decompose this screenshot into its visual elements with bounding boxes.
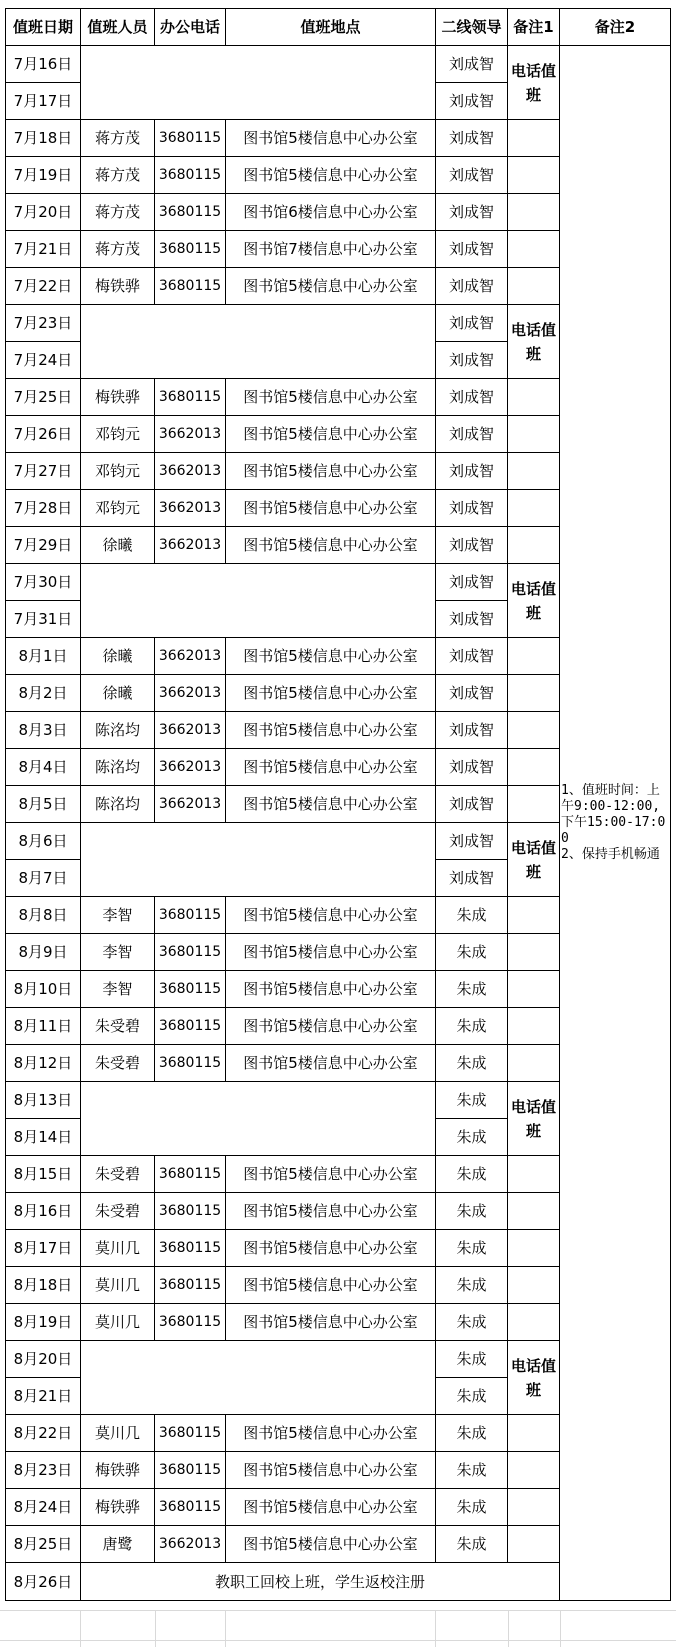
cell-phone[interactable]: 3680115 [155, 194, 226, 231]
cell-date[interactable]: 7月30日 [6, 564, 81, 601]
cell-note1[interactable] [508, 934, 560, 971]
cell-phone[interactable]: 3680115 [155, 1452, 226, 1489]
cell-location[interactable]: 图书馆5楼信息中心办公室 [226, 1415, 436, 1452]
cell-blank-merged[interactable] [81, 564, 436, 638]
cell-date[interactable]: 8月9日 [6, 934, 81, 971]
cell-location[interactable]: 图书馆5楼信息中心办公室 [226, 971, 436, 1008]
cell-date[interactable]: 8月18日 [6, 1267, 81, 1304]
cell-leader[interactable]: 朱成 [436, 897, 508, 934]
cell-location[interactable]: 图书馆5楼信息中心办公室 [226, 1452, 436, 1489]
cell-person[interactable]: 朱受碧 [81, 1045, 155, 1082]
cell-location[interactable]: 图书馆5楼信息中心办公室 [226, 749, 436, 786]
cell-date[interactable]: 8月4日 [6, 749, 81, 786]
cell-phone[interactable]: 3662013 [155, 1526, 226, 1563]
cell-date[interactable]: 7月31日 [6, 601, 81, 638]
cell-date[interactable]: 8月7日 [6, 860, 81, 897]
cell-phone[interactable]: 3680115 [155, 157, 226, 194]
cell-date[interactable]: 8月1日 [6, 638, 81, 675]
cell-location[interactable]: 图书馆6楼信息中心办公室 [226, 194, 436, 231]
cell-note1[interactable] [508, 490, 560, 527]
cell-date[interactable]: 8月21日 [6, 1378, 81, 1415]
cell-note1[interactable] [508, 1156, 560, 1193]
cell-person[interactable]: 莫川几 [81, 1267, 155, 1304]
cell-date[interactable]: 8月15日 [6, 1156, 81, 1193]
cell-phone[interactable]: 3662013 [155, 527, 226, 564]
cell-leader[interactable]: 朱成 [436, 1489, 508, 1526]
cell-location[interactable]: 图书馆5楼信息中心办公室 [226, 120, 436, 157]
cell-person[interactable]: 梅铁骅 [81, 1489, 155, 1526]
cell-date[interactable]: 8月24日 [6, 1489, 81, 1526]
cell-leader[interactable]: 朱成 [436, 1045, 508, 1082]
cell-leader[interactable]: 刘成智 [436, 157, 508, 194]
cell-leader[interactable]: 朱成 [436, 934, 508, 971]
cell-leader[interactable]: 朱成 [436, 1156, 508, 1193]
cell-person[interactable]: 邓钧元 [81, 416, 155, 453]
cell-note1[interactable] [508, 268, 560, 305]
cell-person[interactable]: 蒋方茂 [81, 120, 155, 157]
cell-note1[interactable] [508, 231, 560, 268]
cell-location[interactable]: 图书馆5楼信息中心办公室 [226, 638, 436, 675]
cell-phone[interactable]: 3680115 [155, 1193, 226, 1230]
cell-leader[interactable]: 刘成智 [436, 564, 508, 601]
cell-date[interactable]: 8月3日 [6, 712, 81, 749]
cell-leader[interactable]: 刘成智 [436, 712, 508, 749]
cell-date[interactable]: 7月16日 [6, 46, 81, 83]
cell-leader[interactable]: 刘成智 [436, 120, 508, 157]
cell-phone[interactable]: 3680115 [155, 934, 226, 971]
cell-note1[interactable] [508, 1415, 560, 1452]
grid-line [435, 1610, 436, 1647]
cell-leader[interactable]: 朱成 [436, 1119, 508, 1156]
cell-phone[interactable]: 3680115 [155, 268, 226, 305]
header-person[interactable]: 值班人员 [81, 9, 155, 46]
cell-blank-merged[interactable] [81, 1341, 436, 1415]
cell-date[interactable]: 7月25日 [6, 379, 81, 416]
cell-location[interactable]: 图书馆5楼信息中心办公室 [226, 1008, 436, 1045]
cell-phone[interactable]: 3680115 [155, 1304, 226, 1341]
cell-leader[interactable]: 朱成 [436, 1193, 508, 1230]
cell-phone[interactable]: 3662013 [155, 638, 226, 675]
cell-person[interactable]: 莫川几 [81, 1230, 155, 1267]
cell-phone[interactable]: 3680115 [155, 231, 226, 268]
cell-phone[interactable]: 3662013 [155, 416, 226, 453]
cell-note1[interactable] [508, 1230, 560, 1267]
cell-phone[interactable]: 3662013 [155, 749, 226, 786]
cell-phone[interactable]: 3680115 [155, 1415, 226, 1452]
cell-leader[interactable]: 刘成智 [436, 342, 508, 379]
cell-leader[interactable]: 朱成 [436, 1008, 508, 1045]
cell-location[interactable]: 图书馆5楼信息中心办公室 [226, 416, 436, 453]
cell-phone[interactable]: 3680115 [155, 1267, 226, 1304]
cell-note1[interactable] [508, 379, 560, 416]
cell-leader[interactable]: 朱成 [436, 1304, 508, 1341]
cell-note1-phone-duty[interactable]: 电话值班 [508, 564, 560, 638]
cell-leader[interactable]: 朱成 [436, 1415, 508, 1452]
cell-leader[interactable]: 刘成智 [436, 823, 508, 860]
cell-note1[interactable] [508, 675, 560, 712]
cell-note1-phone-duty[interactable]: 电话值班 [508, 1082, 560, 1156]
cell-person[interactable]: 朱受碧 [81, 1008, 155, 1045]
cell-location[interactable]: 图书馆5楼信息中心办公室 [226, 527, 436, 564]
cell-leader[interactable]: 刘成智 [436, 675, 508, 712]
cell-date[interactable]: 8月14日 [6, 1119, 81, 1156]
cell-phone[interactable]: 3662013 [155, 675, 226, 712]
cell-person[interactable]: 莫川几 [81, 1304, 155, 1341]
cell-leader[interactable]: 朱成 [436, 1526, 508, 1563]
cell-location[interactable]: 图书馆5楼信息中心办公室 [226, 1267, 436, 1304]
cell-blank-merged[interactable] [81, 823, 436, 897]
cell-note1[interactable] [508, 194, 560, 231]
cell-note1[interactable] [508, 1193, 560, 1230]
cell-note1[interactable] [508, 786, 560, 823]
grid-line [155, 1610, 156, 1647]
cell-leader[interactable]: 朱成 [436, 1378, 508, 1415]
cell-date[interactable]: 8月11日 [6, 1008, 81, 1045]
cell-phone[interactable]: 3680115 [155, 1045, 226, 1082]
cell-leader[interactable]: 刘成智 [436, 416, 508, 453]
cell-person[interactable]: 陈洺均 [81, 749, 155, 786]
cell-blank-merged[interactable] [81, 1082, 436, 1156]
cell-location[interactable]: 图书馆5楼信息中心办公室 [226, 379, 436, 416]
cell-note1[interactable] [508, 1008, 560, 1045]
cell-person[interactable]: 陈洺均 [81, 786, 155, 823]
cell-leader[interactable]: 刘成智 [436, 601, 508, 638]
cell-date[interactable]: 8月20日 [6, 1341, 81, 1378]
cell-leader[interactable]: 刘成智 [436, 379, 508, 416]
cell-date[interactable]: 7月29日 [6, 527, 81, 564]
cell-person[interactable]: 朱受碧 [81, 1193, 155, 1230]
cell-location[interactable]: 图书馆5楼信息中心办公室 [226, 1193, 436, 1230]
cell-date[interactable]: 7月17日 [6, 83, 81, 120]
cell-announcement[interactable]: 教职工回校上班，学生返校注册 [81, 1563, 560, 1601]
cell-location[interactable]: 图书馆5楼信息中心办公室 [226, 157, 436, 194]
cell-note1[interactable] [508, 971, 560, 1008]
cell-note1[interactable] [508, 749, 560, 786]
grid-line [560, 1610, 561, 1647]
table-body [6, 46, 671, 1601]
cell-note1[interactable] [508, 416, 560, 453]
header-location[interactable]: 值班地点 [226, 9, 436, 46]
cell-leader[interactable]: 刘成智 [436, 305, 508, 342]
cell-leader[interactable]: 刘成智 [436, 527, 508, 564]
cell-location[interactable]: 图书馆5楼信息中心办公室 [226, 897, 436, 934]
cell-phone[interactable]: 3680115 [155, 1489, 226, 1526]
cell-phone[interactable]: 3680115 [155, 1008, 226, 1045]
cell-date[interactable]: 7月19日 [6, 157, 81, 194]
cell-person[interactable]: 李智 [81, 934, 155, 971]
cell-date[interactable]: 7月21日 [6, 231, 81, 268]
cell-person[interactable]: 梅铁骅 [81, 1452, 155, 1489]
cell-date[interactable]: 8月25日 [6, 1526, 81, 1563]
cell-leader[interactable]: 刘成智 [436, 749, 508, 786]
cell-note1[interactable] [508, 1452, 560, 1489]
cell-phone[interactable]: 3662013 [155, 453, 226, 490]
cell-phone[interactable]: 3680115 [155, 897, 226, 934]
cell-leader[interactable]: 刘成智 [436, 268, 508, 305]
cell-note1-phone-duty[interactable]: 电话值班 [508, 305, 560, 379]
cell-location[interactable]: 图书馆5楼信息中心办公室 [226, 1489, 436, 1526]
cell-blank-merged[interactable] [81, 46, 436, 120]
cell-phone[interactable]: 3680115 [155, 1156, 226, 1193]
grid-line [0, 1610, 676, 1611]
cell-note1[interactable] [508, 897, 560, 934]
cell-location[interactable]: 图书馆5楼信息中心办公室 [226, 712, 436, 749]
cell-leader[interactable]: 朱成 [436, 971, 508, 1008]
cell-phone[interactable]: 3680115 [155, 1230, 226, 1267]
cell-note1[interactable] [508, 1267, 560, 1304]
header-row [6, 9, 671, 46]
grid-line [80, 1610, 81, 1647]
header-leader[interactable]: 二线领导 [436, 9, 508, 46]
cell-location[interactable]: 图书馆5楼信息中心办公室 [226, 786, 436, 823]
header-note1[interactable]: 备注1 [508, 9, 560, 46]
cell-date[interactable]: 8月16日 [6, 1193, 81, 1230]
cell-date[interactable]: 8月19日 [6, 1304, 81, 1341]
header-date[interactable]: 值班日期 [6, 9, 81, 46]
cell-location[interactable]: 图书馆5楼信息中心办公室 [226, 1045, 436, 1082]
cell-date[interactable]: 8月22日 [6, 1415, 81, 1452]
cell-date[interactable]: 8月6日 [6, 823, 81, 860]
cell-date[interactable]: 7月27日 [6, 453, 81, 490]
cell-phone[interactable]: 3662013 [155, 490, 226, 527]
cell-leader[interactable]: 朱成 [436, 1230, 508, 1267]
cell-date[interactable]: 8月26日 [6, 1563, 81, 1601]
cell-leader[interactable]: 刘成智 [436, 490, 508, 527]
cell-note1-phone-duty[interactable]: 电话值班 [508, 823, 560, 897]
grid-line [0, 1640, 676, 1641]
cell-date[interactable]: 7月22日 [6, 268, 81, 305]
cell-date[interactable]: 8月8日 [6, 897, 81, 934]
grid-line [225, 1610, 226, 1647]
cell-note1-phone-duty[interactable]: 电话值班 [508, 46, 560, 120]
cell-location[interactable]: 图书馆5楼信息中心办公室 [226, 675, 436, 712]
cell-leader[interactable]: 刘成智 [436, 46, 508, 83]
cell-leader[interactable]: 刘成智 [436, 638, 508, 675]
cell-blank-merged[interactable] [81, 305, 436, 379]
cell-location[interactable]: 图书馆5楼信息中心办公室 [226, 1526, 436, 1563]
cell-location[interactable]: 图书馆5楼信息中心办公室 [226, 934, 436, 971]
cell-date[interactable]: 8月12日 [6, 1045, 81, 1082]
cell-note1[interactable] [508, 638, 560, 675]
cell-note1[interactable] [508, 453, 560, 490]
cell-person[interactable]: 邓钧元 [81, 453, 155, 490]
cell-leader[interactable]: 刘成智 [436, 786, 508, 823]
cell-person[interactable]: 唐鹭 [81, 1526, 155, 1563]
cell-location[interactable]: 图书馆7楼信息中心办公室 [226, 231, 436, 268]
cell-date[interactable]: 7月28日 [6, 490, 81, 527]
cell-phone[interactable]: 3662013 [155, 712, 226, 749]
cell-date[interactable]: 7月18日 [6, 120, 81, 157]
cell-location[interactable]: 图书馆5楼信息中心办公室 [226, 268, 436, 305]
cell-phone[interactable]: 3680115 [155, 379, 226, 416]
cell-date[interactable]: 7月23日 [6, 305, 81, 342]
cell-date[interactable]: 8月10日 [6, 971, 81, 1008]
cell-person[interactable]: 蒋方茂 [81, 231, 155, 268]
cell-person[interactable]: 李智 [81, 897, 155, 934]
cell-location[interactable]: 图书馆5楼信息中心办公室 [226, 453, 436, 490]
cell-person[interactable]: 徐曦 [81, 638, 155, 675]
cell-person[interactable]: 朱受碧 [81, 1156, 155, 1193]
cell-location[interactable]: 图书馆5楼信息中心办公室 [226, 490, 436, 527]
cell-phone[interactable]: 3662013 [155, 786, 226, 823]
cell-note1[interactable] [508, 527, 560, 564]
cell-note1[interactable] [508, 1526, 560, 1563]
cell-leader[interactable]: 刘成智 [436, 860, 508, 897]
header-note2[interactable]: 备注2 [560, 9, 671, 46]
cell-note1-phone-duty[interactable]: 电话值班 [508, 1341, 560, 1415]
cell-date[interactable]: 8月13日 [6, 1082, 81, 1119]
cell-leader[interactable]: 刘成智 [436, 453, 508, 490]
cell-date[interactable]: 8月2日 [6, 675, 81, 712]
cell-location[interactable]: 图书馆5楼信息中心办公室 [226, 1304, 436, 1341]
cell-person[interactable]: 徐曦 [81, 527, 155, 564]
cell-note1[interactable] [508, 157, 560, 194]
cell-date[interactable]: 8月5日 [6, 786, 81, 823]
cell-phone[interactable]: 3680115 [155, 971, 226, 1008]
cell-date[interactable]: 7月26日 [6, 416, 81, 453]
cell-note1[interactable] [508, 1045, 560, 1082]
cell-location[interactable]: 图书馆5楼信息中心办公室 [226, 1230, 436, 1267]
cell-person[interactable]: 徐曦 [81, 675, 155, 712]
cell-date[interactable]: 8月17日 [6, 1230, 81, 1267]
cell-person[interactable]: 莫川几 [81, 1415, 155, 1452]
cell-person[interactable]: 蒋方茂 [81, 157, 155, 194]
cell-person[interactable]: 梅铁骅 [81, 379, 155, 416]
cell-date[interactable]: 8月23日 [6, 1452, 81, 1489]
grid-line [508, 1610, 509, 1647]
cell-leader[interactable]: 朱成 [436, 1452, 508, 1489]
cell-date[interactable]: 7月20日 [6, 194, 81, 231]
cell-person[interactable]: 邓钧元 [81, 490, 155, 527]
duty-schedule-table [5, 8, 671, 1601]
cell-note1[interactable] [508, 712, 560, 749]
cell-leader[interactable]: 刘成智 [436, 83, 508, 120]
header-phone[interactable]: 办公电话 [155, 9, 226, 46]
cell-phone[interactable]: 3680115 [155, 120, 226, 157]
cell-note1[interactable] [508, 120, 560, 157]
cell-leader[interactable]: 刘成智 [436, 231, 508, 268]
cell-person[interactable]: 李智 [81, 971, 155, 1008]
cell-date[interactable]: 7月24日 [6, 342, 81, 379]
cell-person[interactable]: 陈洺均 [81, 712, 155, 749]
cell-leader[interactable]: 刘成智 [436, 194, 508, 231]
cell-person[interactable]: 梅铁骅 [81, 268, 155, 305]
cell-person[interactable]: 蒋方茂 [81, 194, 155, 231]
cell-note1[interactable] [508, 1489, 560, 1526]
cell-leader[interactable]: 朱成 [436, 1341, 508, 1378]
cell-note2[interactable]: 1、值班时间：上午9:00-12:00,下午15:00-17:00 2、保持手机畅通 [560, 46, 671, 1601]
cell-note1[interactable] [508, 1304, 560, 1341]
table-row [6, 46, 671, 83]
cell-leader[interactable]: 朱成 [436, 1082, 508, 1119]
cell-leader[interactable]: 朱成 [436, 1267, 508, 1304]
cell-location[interactable]: 图书馆5楼信息中心办公室 [226, 1156, 436, 1193]
